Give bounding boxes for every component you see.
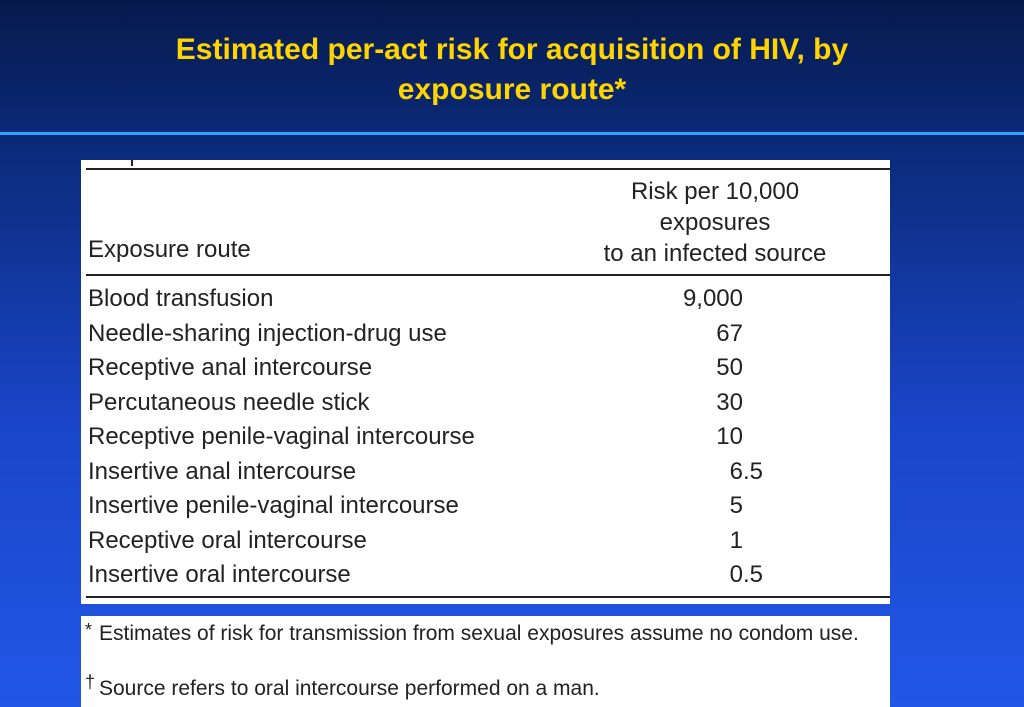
risk-cell <box>641 319 771 349</box>
risk-value: 6 <box>729 457 743 485</box>
risk-value: 1 <box>729 526 743 554</box>
exposure-route-cell: Receptive anal intercourse <box>88 354 373 381</box>
exposure-route-cell: Receptive penile-vaginal intercourse <box>88 423 475 450</box>
table-row <box>81 558 890 593</box>
table-top-rule <box>86 168 890 170</box>
risk-value: 67 <box>716 319 743 347</box>
footnotes <box>81 616 890 707</box>
table-header-rule <box>86 274 890 276</box>
risk-cell <box>641 491 771 521</box>
exposure-route-cell: Insertive oral intercourse <box>88 561 351 588</box>
footnote-oral-intercourse: Source refers to oral intercourse performed on a man. <box>99 677 600 700</box>
column-header-exposure-route: Exposure route <box>88 236 251 263</box>
footnote-mark-dagger: † <box>85 672 96 692</box>
risk-value-decimal: .5 <box>743 561 764 588</box>
table-row <box>81 317 890 352</box>
risk-value: 0 <box>729 561 743 588</box>
exposure-route-cell: Insertive anal intercourse <box>88 457 357 485</box>
footnote-condom-use: Estimates of risk for transmission from sexual exposures assume no condom use. <box>99 622 859 645</box>
title-divider <box>0 132 1024 135</box>
crop-mark <box>131 160 133 166</box>
risk-value: 9,000 <box>682 285 743 312</box>
risk-cell <box>641 422 771 452</box>
table-row <box>81 455 890 490</box>
exposure-route-cell: Receptive oral intercourse <box>88 526 367 554</box>
exposure-route-cell: Needle-sharing injection-drug use <box>88 319 447 347</box>
risk-value: 5 <box>729 492 743 519</box>
risk-cell <box>641 560 771 590</box>
risk-cell <box>641 388 771 418</box>
table-row <box>81 351 890 386</box>
risk-value: 10 <box>716 423 743 450</box>
risk-value-decimal: .5 <box>743 457 764 485</box>
table-row <box>81 420 890 455</box>
table-row <box>81 524 890 559</box>
exposure-route-cell: Blood transfusion <box>88 285 274 312</box>
column-header-risk <box>550 176 880 269</box>
table-row <box>81 489 890 524</box>
risk-cell <box>641 526 771 556</box>
column-header-risk-line-1: Risk per 10,000 <box>630 178 800 205</box>
slide-title <box>0 30 1024 110</box>
column-header-risk-line-2: exposures <box>659 209 771 236</box>
footnote-mark-asterisk: * <box>85 620 93 640</box>
risk-cell <box>641 284 771 314</box>
exposure-route-cell: Insertive penile-vaginal intercourse <box>88 492 459 519</box>
risk-value: 50 <box>716 354 743 381</box>
exposure-route-cell: Percutaneous needle stick <box>88 388 370 416</box>
table-row <box>81 282 890 317</box>
risk-cell <box>641 457 771 487</box>
table-row <box>81 386 890 421</box>
slide-title-line-2: exposure route* <box>397 73 627 106</box>
table-body <box>81 282 890 593</box>
slide-title-line-1: Estimated per-act risk for acquisition of HIV, by <box>175 33 849 66</box>
table-bottom-rule <box>86 596 890 598</box>
risk-value: 30 <box>716 388 743 416</box>
column-header-risk-line-3: to an infected source <box>603 240 827 267</box>
risk-cell <box>641 353 771 383</box>
risk-table <box>81 160 890 604</box>
